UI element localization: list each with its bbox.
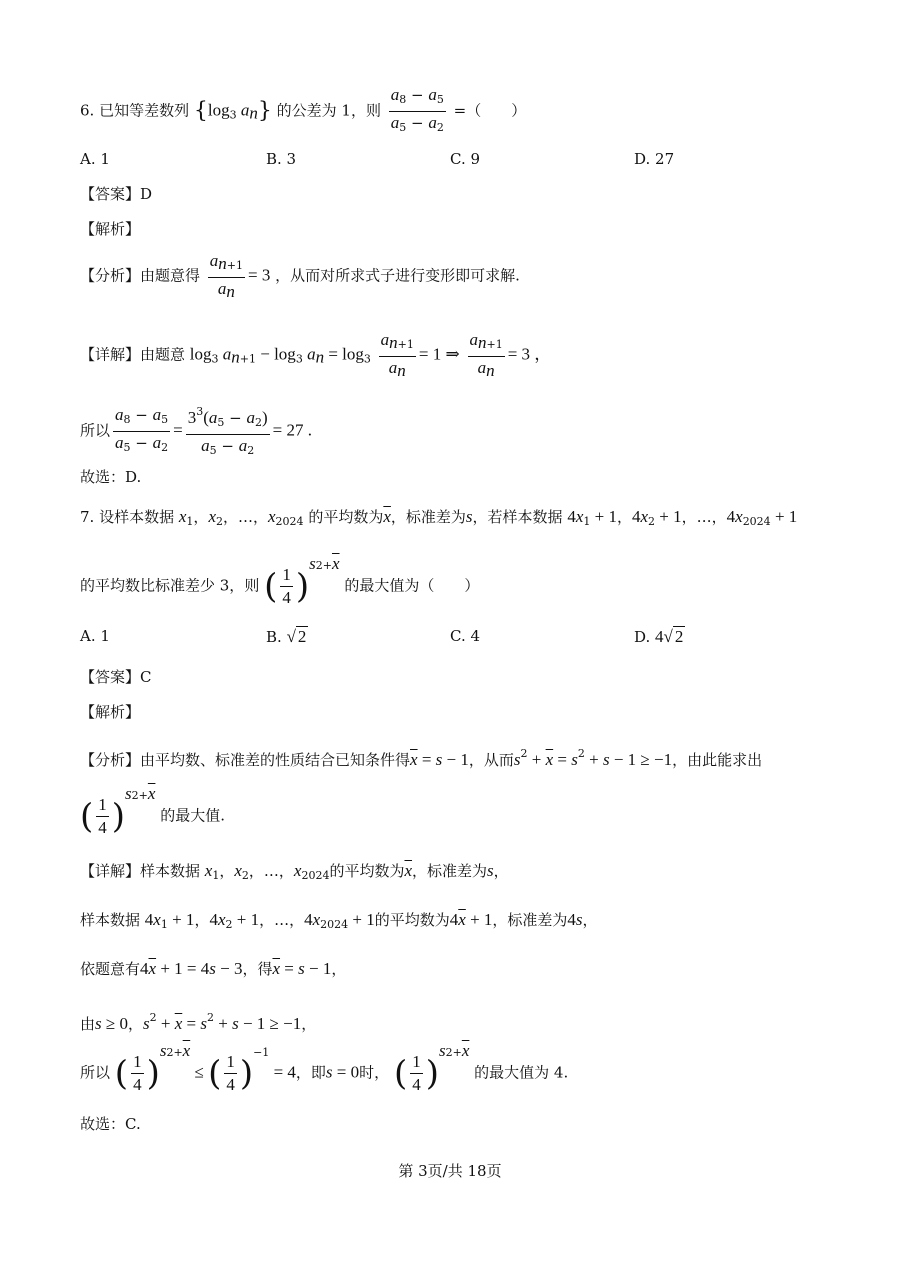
q7-stem-line1: 7. 设样本数据 $x_1$，$x_2$，…，$x_{2024}$ 的平均数为$\overline{x}$，标准差为s，若样本数据 $4x_1 + 1$，$4x_2 + 1$，…，$4x_{2024} + 1$ — [80, 507, 798, 528]
q7-fenxi-line1: 【分析】由平均数、标准差的性质结合已知条件得$\overline{x} = s - 1$，从而$s^2 + \overline{x} = s^2 + s - 1 \ge -1$，由此能求出 — [80, 747, 763, 769]
q7-sample-mid2: ，标准差为 — [492, 911, 568, 929]
q6-option-a: A. 1 — [80, 150, 110, 168]
q7-fenxi-mid: ，从而 — [468, 751, 514, 769]
q7-sample-prefix: 样本数据 — [80, 911, 141, 929]
q7-suoyi-prefix: 所以 — [80, 1063, 111, 1082]
q7-guxuan: 故选：C. — [80, 1115, 141, 1133]
q7-option-b: B. √ 2 — [266, 627, 307, 646]
q7-stem-mid3: ，若样本数据 — [472, 508, 563, 526]
q7-yiti-line: 依题意有$4\overline{x} + 1 = 4s - 3$，得$\overline{x} = s - 1$， — [80, 959, 347, 978]
q6-fenxi-suffix: ，从而对所求式子进行变形即可求解. — [275, 266, 520, 285]
q7-suoyi-line: 所以 ( $\frac{1}{4}$ )$^{s2+\overline{x}}$ ≤ ( $\frac{1}{4}$ )$^{-1}$ = 4，即s = 0时， ( $\frac{1}{4}$ )$^{s2+\overline{x}}$ 的最大值为 4. — [80, 1040, 569, 1094]
q7-suoyi-mid2: 时， — [359, 1063, 390, 1082]
q7-fenxi-prefix: 【分析】由平均数、标准差的性质结合已知条件得 — [80, 751, 411, 769]
q7-stem-prefix: 7. 设样本数据 — [80, 508, 175, 526]
q6-stem: 6. 已知等差数列 {$\log_3$ $a_n$} 的公差为 1，则 $\frac{a_8 - a_5}{a_5 - a_2}$ =（ ） — [80, 86, 526, 137]
q7-xiangjie: 【详解】样本数据 $x_1$，$x_2$，…，$x_{2024}$的平均数为$\overline{x}$，标准差为s， — [80, 861, 509, 882]
q7-option-d: D. 4√ 2 — [634, 627, 684, 646]
q6-suoyi: 所以 $\frac{a_8 - a_5}{a_5 - a_2}$ = $\frac{3^3(a_5 - a_2)}{a_5 - a_2}$ = 27 . — [80, 405, 313, 457]
q7-yiti-mid: ，得 — [242, 960, 273, 978]
q6-guxuan: 故选：D. — [80, 468, 142, 486]
q7-you-line: 由s ≥ 0，$s^2 + \overline{x} = s^2 + s - 1 \ge -1$， — [80, 1011, 317, 1033]
q7-xiangjie-prefix: 【详解】样本数据 — [80, 862, 201, 880]
q7-option-c: C. 4 — [450, 627, 481, 645]
q7-suoyi-suffix: 的最大值为 4. — [474, 1063, 569, 1082]
q7-analysis-header: 【解析】 — [80, 703, 141, 721]
q7-you-prefix: 由 — [80, 1015, 96, 1033]
q6-option-b: B. 3 — [266, 150, 297, 168]
q6-answer: 【答案】D — [80, 185, 153, 203]
q7-stem-line2-prefix: 的平均数比标准差少 3，则 — [80, 576, 260, 595]
q7-sample-mid: 的平均数为 — [374, 911, 450, 929]
page-footer: 第 3页/共 18页 — [398, 1162, 502, 1180]
q7-yiti-prefix: 依题意有 — [80, 960, 141, 978]
q7-fenxi-line2-suffix: 的最大值. — [160, 806, 225, 825]
q6-fenxi-prefix: 【分析】由题意得 — [80, 266, 201, 285]
q6-suoyi-label: 所以 — [80, 421, 111, 440]
q7-stem-line2: 的平均数比标准差少 3，则 ( $\frac{1}{4}$ )$^{s2+\overline{x}}$ 的最大值为（ ） — [80, 553, 480, 607]
q7-answer: 【答案】C — [80, 668, 152, 686]
q6-stem-prefix: 6. 已知等差数列 — [80, 101, 190, 120]
q6-option-c: C. 9 — [450, 150, 481, 168]
q7-stem-line2-suffix: 的最大值为（ ） — [344, 576, 480, 595]
q6-option-d: D. 27 — [634, 150, 675, 168]
q6-stem-mid: 的公差为 1，则 — [276, 101, 381, 120]
q6-fraction: $\frac{a_8 - a_5}{a_5 - a_2}$ — [390, 85, 444, 134]
q7-fenxi-line2: ( $\frac{1}{4}$ )$^{s2+\overline{x}}$ 的最大值. — [80, 783, 225, 837]
q7-fenxi-suffix: ，由此能求出 — [672, 751, 763, 769]
q6-xiangjie: 【详解】由题意 $\log_3 a_{n+1} - \log_3 a_n = \log_3$ $\frac{a_{n+1}}{a_n}$ = 1 ⇒ $\frac{a_{n+1}}{a_n}$ = 3 ， — [80, 330, 552, 380]
q6-stem-end: =（ ） — [453, 101, 527, 120]
q7-xiangjie-mid2: ，标准差为 — [412, 862, 488, 880]
q7-stem-mid2: ，标准差为 — [390, 508, 466, 526]
q6-analysis-header: 【解析】 — [80, 220, 141, 238]
q7-suoyi-mid: ，即 — [295, 1063, 326, 1082]
q6-xiangjie-prefix: 【详解】由题意 — [80, 345, 186, 364]
q6-fenxi: 【分析】由题意得 $\frac{a_{n+1}}{a_n}$ = 3 ，从而对所求式子进行变形即可求解. — [80, 251, 520, 301]
q7-option-a: A. 1 — [80, 627, 110, 645]
q7-xiangjie-mid1: 的平均数为 — [329, 862, 405, 880]
q7-sample-line: 样本数据 $4x_1 + 1$，$4x_2 + 1$，…，$4x_{2024} + 1$的平均数为$4\overline{x} + 1$，标准差为4s， — [80, 910, 598, 931]
q7-stem-mid1: 的平均数为 — [308, 508, 384, 526]
